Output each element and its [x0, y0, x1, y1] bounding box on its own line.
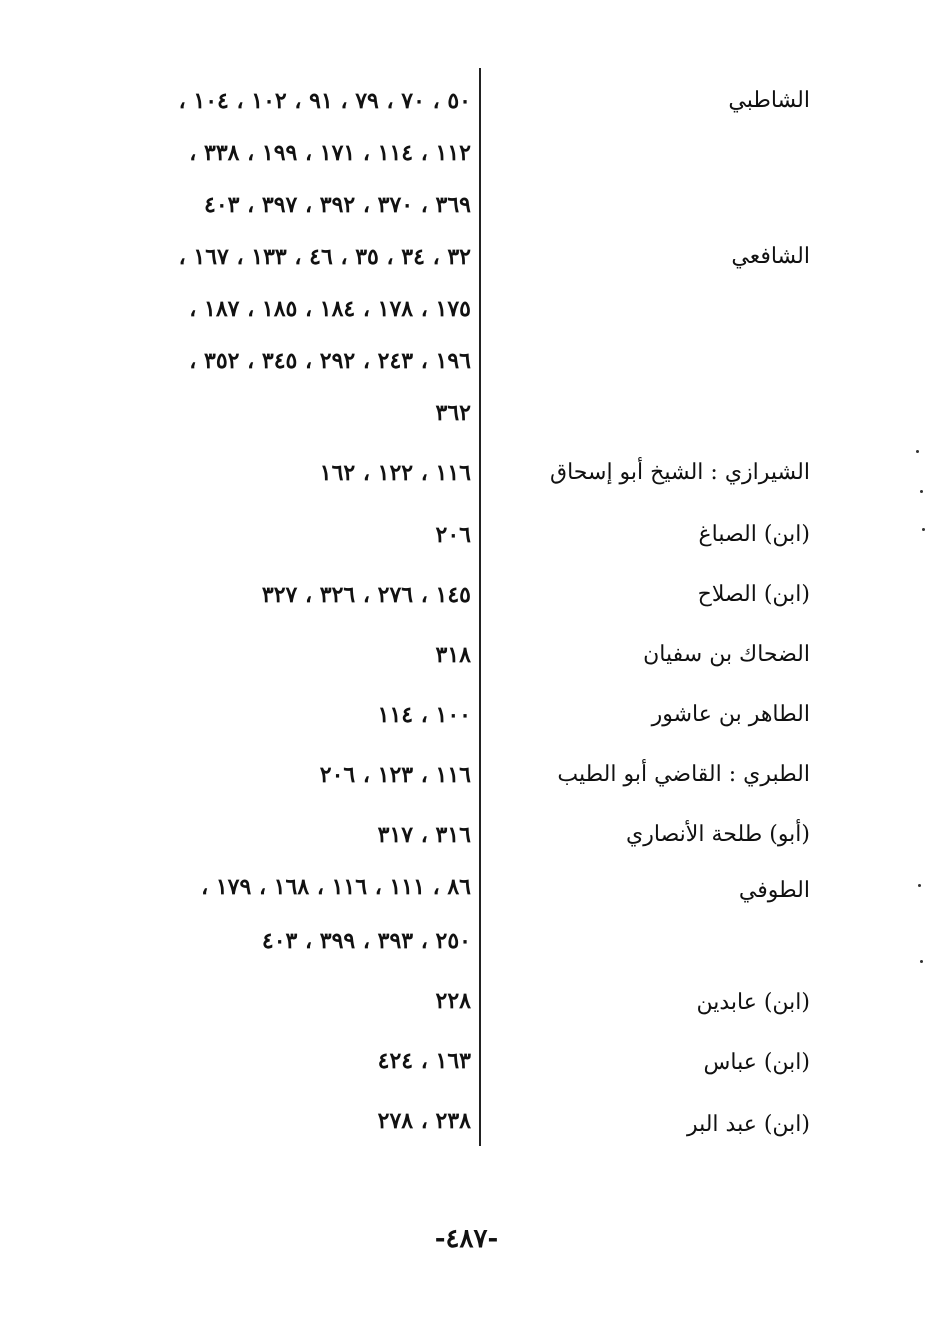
page-refs-line: ٣٦٩ ، ٣٧٠ ، ٣٩٢ ، ٣٩٧ ، ٤٠٣	[204, 192, 471, 218]
scan-speck	[920, 490, 923, 493]
page-refs-line: ١١٦ ، ١٢٢ ، ١٦٢	[319, 460, 471, 486]
page-refs-line: ٣١٦ ، ٣١٧	[377, 822, 471, 848]
index-entry-name: (أبو) طلحة الأنصاري	[626, 822, 810, 847]
scan-speck	[918, 884, 921, 887]
page-refs-line: ٥٠ ، ٧٠ ، ٧٩ ، ٩١ ، ١٠٢ ، ١٠٤ ،	[178, 88, 471, 114]
page-number: -٤٨٧-	[434, 1224, 499, 1254]
index-entry-name: الضحاك بن سفيان	[643, 642, 810, 667]
scan-speck	[920, 960, 923, 963]
index-entry-name: (ابن) عباس	[703, 1050, 810, 1075]
page-refs-line: ٢٠٦	[435, 522, 471, 548]
page-refs-line: ١١٦ ، ١٢٣ ، ٢٠٦	[319, 762, 471, 788]
page-refs-line: ٢٥٠ ، ٣٩٣ ، ٣٩٩ ، ٤٠٣	[261, 928, 471, 954]
page-refs-line: ٢٣٨ ، ٢٧٨	[377, 1108, 471, 1134]
page-refs-line: ١١٢ ، ١١٤ ، ١٧١ ، ١٩٩ ، ٣٣٨ ،	[189, 140, 471, 166]
index-entry-name: الطبري : القاضي أبو الطيب	[557, 762, 810, 787]
scan-speck	[922, 528, 925, 531]
index-entry-name: الشاطبي	[728, 88, 810, 113]
page-refs-line: ١٩٦ ، ٢٤٣ ، ٢٩٢ ، ٣٤٥ ، ٣٥٢ ،	[189, 348, 471, 374]
index-entry-name: الطوفي	[738, 878, 810, 903]
page-refs-line: ١٠٠ ، ١١٤	[377, 702, 471, 728]
page-refs-line: ٣١٨	[435, 642, 471, 668]
index-entry-name: الشافعي	[731, 244, 810, 269]
page-refs-line: ٨٦ ، ١١١ ، ١١٦ ، ١٦٨ ، ١٧٩ ،	[201, 874, 471, 900]
column-divider	[479, 68, 481, 1146]
page-refs-line: ٣٦٢	[435, 400, 471, 426]
page-refs-line: ١٤٥ ، ٢٧٦ ، ٣٢٦ ، ٣٢٧	[261, 582, 471, 608]
index-entry-name: (ابن) الصلاح	[697, 582, 810, 607]
page-refs-line: ١٧٥ ، ١٧٨ ، ١٨٤ ، ١٨٥ ، ١٨٧ ،	[189, 296, 471, 322]
index-entry-name: (ابن) عبد البر	[686, 1112, 810, 1137]
page-refs-line: ٣٢ ، ٣٤ ، ٣٥ ، ٤٦ ، ١٣٣ ، ١٦٧ ،	[178, 244, 471, 270]
index-entry-name: الشيرازي : الشيخ أبو إسحاق	[550, 460, 810, 485]
index-entry-name: (ابن) عابدين	[696, 990, 810, 1015]
index-entry-name: الطاهر بن عاشور	[651, 702, 810, 727]
page-refs-line: ٢٢٨	[435, 988, 471, 1014]
index-entry-name: (ابن) الصباغ	[698, 522, 810, 547]
page-refs-line: ١٦٣ ، ٤٢٤	[377, 1048, 471, 1074]
scan-speck	[916, 450, 919, 453]
